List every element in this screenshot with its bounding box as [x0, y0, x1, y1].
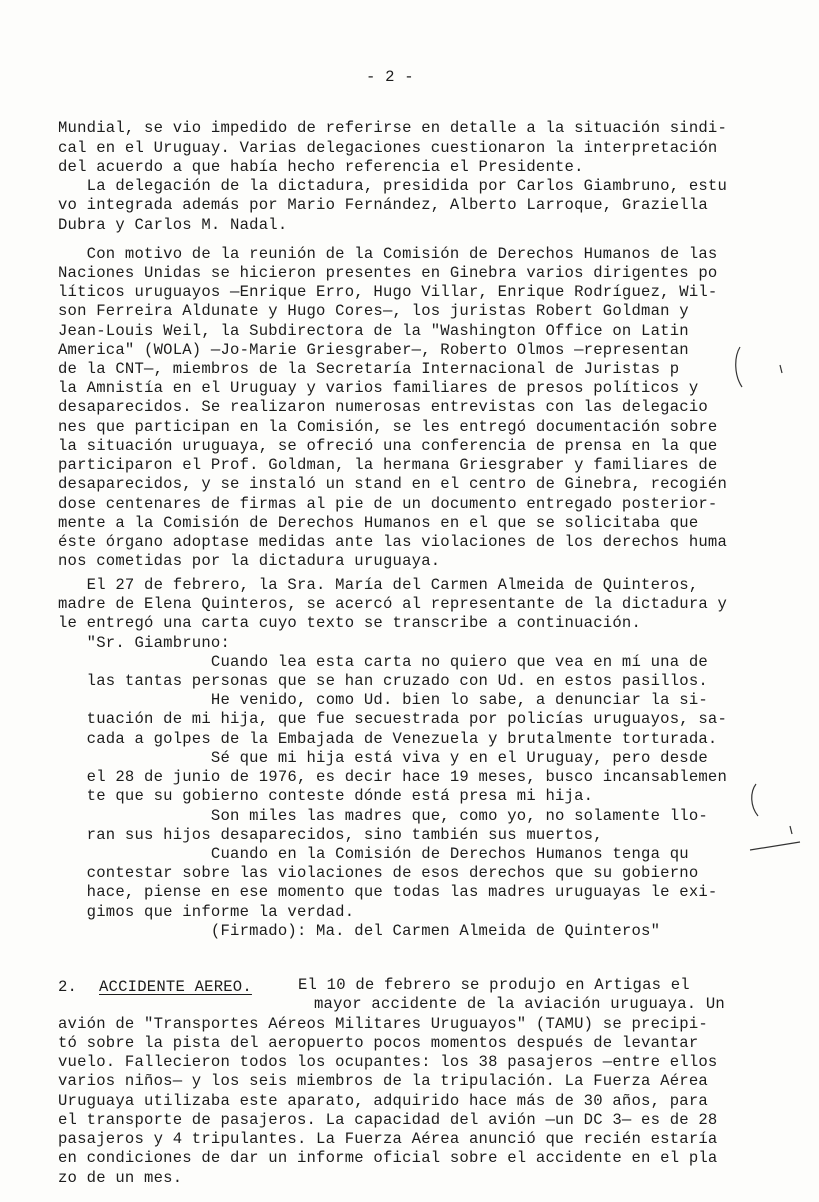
text-line: vo integrada además por Mario Fernández, Alberto Larroque, Graziella [58, 196, 708, 214]
letter-line: las tantas personas que se han cruzado con Ud. en estos pasillos. [58, 672, 708, 690]
text-line: Jean-Louis Weil, la Subdirectora de la "Washington Office on Latin [58, 322, 689, 340]
letter-line: (Firmado): Ma. del Carmen Almeida de Quinteros" [58, 922, 661, 940]
text-line: Mundial, se vio impedido de referirse en detalle a la situación sindi- [58, 119, 728, 137]
letter-line: Son miles las madres que, como yo, no solamente llo- [58, 807, 708, 825]
letter-line: ran sus hijos desaparecidos, sino también sus muertos, [58, 826, 603, 844]
letter-line: el 28 de junio de 1976, es decir hace 19 meses, busco incansablemen [58, 768, 728, 786]
text-line: Uruguaya utilizaba este aparato, adquirido hace más de 30 años, para [58, 1092, 708, 1110]
letter-line: gimos que informe la verdad. [58, 903, 355, 921]
letter-line: Sé que mi hija está viva y en el Uruguay, pero desde [58, 749, 708, 767]
margin-bracket-mark [720, 335, 800, 405]
letter-line: Cuando lea esta carta no quiero que vea en mí una de [58, 653, 708, 671]
text-line: avión de "Transportes Aéreos Militares Uruguayos" (TAMU) se precipi- [58, 1015, 708, 1033]
text-line: El 10 de febrero se produjo en Artigas el [298, 976, 690, 994]
text-line: el transporte de pasajeros. La capacidad del avión —un DC 3— es de 28 [58, 1111, 718, 1129]
text-line: pasajeros y 4 tripulantes. La Fuerza Aérea anunció que recién estaría [58, 1130, 718, 1148]
margin-bracket-mark [730, 770, 810, 870]
text-line: del acuerdo a que había hecho referencia el Presidente. [58, 158, 584, 176]
text-line: El 27 de febrero, la Sra. María del Carmen Almeida de Quinteros, [58, 576, 699, 594]
text-line: la Amnistía en el Uruguay y varios familiares de presos políticos y [58, 379, 699, 397]
letter-line: "Sr. Giambruno: [58, 634, 231, 652]
letter-line: tuación de mi hija, que fue secuestrada por policías uruguayos, sa- [58, 710, 728, 728]
text-line: en condiciones de dar un informe oficial sobre el accidente en el pla [58, 1149, 718, 1167]
text-line: de la CNT—, miembros de la Secretaría Internacional de Juristas p [58, 360, 680, 378]
letter-line: contestar sobre las violaciones de esos derechos que su gobierno [58, 864, 699, 882]
text-line: nes que participan en la Comisión, se les entregó documentación sobre [58, 418, 718, 436]
page-number: - 2 - [366, 68, 414, 86]
text-line: zo de un mes. [58, 1169, 183, 1187]
text-line: éste órgano adoptase medidas ante las violaciones de los derechos huma [58, 533, 728, 551]
text-line: desaparecidos, y se instaló un stand en el centro de Ginebra, recogién [58, 475, 728, 493]
text-line: mayor accidente de la aviación uruguaya. Un [314, 995, 725, 1013]
text-line: la situación uruguaya, se ofreció una conferencia de prensa en la que [58, 437, 718, 455]
text-line: Con motivo de la reunión de la Comisión de Derechos Humanos de las [58, 245, 718, 263]
text-line: Naciones Unidas se hicieron presentes en Ginebra varios dirigentes po [58, 264, 718, 282]
letter-line: cada a golpes de la Embajada de Venezuela y brutalmente torturada. [58, 730, 718, 748]
text-line: cal en el Uruguay. Varias delegaciones cuestionaron la interpretación [58, 139, 718, 157]
letter-line: Cuando en la Comisión de Derechos Humanos tenga qu [58, 845, 689, 863]
text-line: desaparecidos. Se realizaron numerosas entrevistas con las delegacio [58, 398, 708, 416]
section-number: 2. [58, 978, 78, 996]
text-line: varios niños— y los seis miembros de la tripulación. La Fuerza Aérea [58, 1072, 708, 1090]
text-line: vuelo. Fallecieron todos los ocupantes: los 38 pasajeros —entre ellos [58, 1053, 718, 1071]
text-line: madre de Elena Quinteros, se acercó al representante de la dictadura y [58, 595, 728, 613]
text-line: dose centenares de firmas al pie de un documento entregado posterior- [58, 495, 718, 513]
letter-line: te que su gobierno conteste dónde está presa mi hija. [58, 787, 594, 805]
text-line: Dubra y Carlos M. Nadal. [58, 216, 288, 234]
text-line: nos cometidas por la dictadura uruguaya. [58, 552, 441, 570]
text-line: tó sobre la pista del aeropuerto pocos momentos después de levantar [58, 1034, 699, 1052]
letter-line: He venido, como Ud. bien lo sabe, a denunciar la si- [58, 691, 708, 709]
text-line: America" (WOLA) —Jo-Marie Griesgraber—, Roberto Olmos —representan [58, 341, 689, 359]
letter-line: hace, piense en ese momento que todas las madres uruguayas le exi- [58, 883, 718, 901]
section-heading: ACCIDENTE AEREO. [99, 978, 252, 996]
text-line: le entregó una carta cuyo texto se transcribe a continuación. [58, 614, 642, 632]
text-line: La delegación de la dictadura, presidida por Carlos Giambruno, estu [58, 177, 728, 195]
text-line: participaron el Prof. Goldman, la hermana Griesgraber y familiares de [58, 456, 718, 474]
text-line: mente a la Comisión de Derechos Humanos en el que se solicitaba que [58, 514, 699, 532]
text-line: son Ferreira Aldunate y Hugo Cores—, los juristas Robert Goldman y [58, 302, 689, 320]
text-line: líticos uruguayos —Enrique Erro, Hugo Villar, Enrique Rodríguez, Wil- [58, 283, 718, 301]
